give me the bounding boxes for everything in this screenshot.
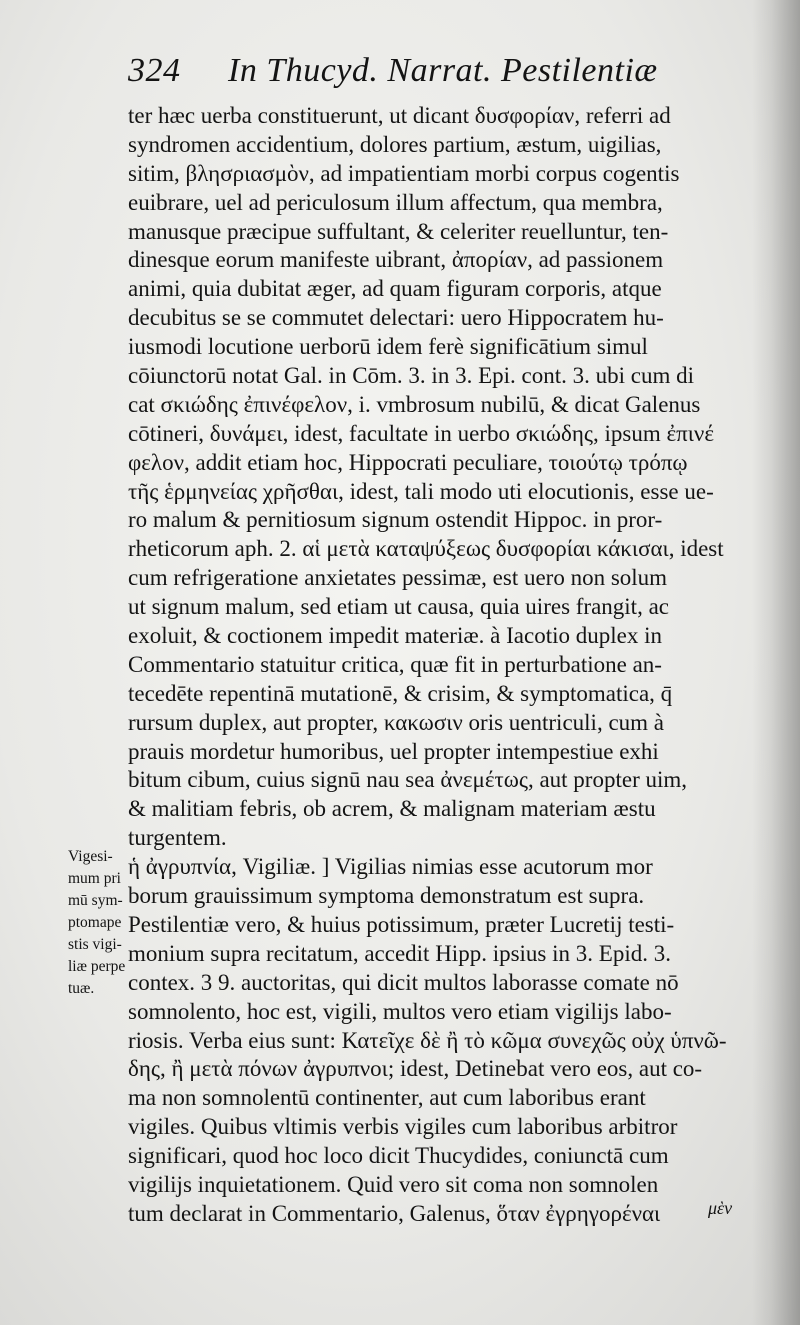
text-line: rursum duplex, aut propter, κακωσιν oris uentriculi, cum à: [128, 709, 664, 735]
text-line: cat σκιώδης ἐπινέφελον, i. vmbrosum nubilū, & dicat Galenus: [128, 391, 701, 417]
text-line: syndromen accidentium, dolores partium, æstum, uigilias,: [128, 131, 662, 157]
text-line: ter hæc uerba constituerunt, ut dicant δυσφορίαν, referri ad: [128, 103, 671, 128]
text-line: riosis. Verba eius sunt: Κατεῖχε δὲ ἢ τὸ κῶμα συνεχῶς οὐχ ὑπνῶ-: [128, 1027, 727, 1053]
margin-note-line: stis vigi-: [68, 936, 122, 953]
text-line: tecedēte repentinā mutationē, & crisim, & symptomatica, q̄: [128, 680, 673, 706]
text-line: tum declarat in Commentario, Galenus, ὅταν ἐγρηγορέναι: [128, 1200, 661, 1226]
catchword: μὲν: [708, 1198, 733, 1218]
text-line: iusmodi locutione uerborū idem ferè significātium simul: [128, 334, 648, 360]
text-line: monium supra recitatum, accedit Hipp. ipsius in 3. Epid. 3.: [128, 940, 671, 966]
text-line: Pestilentiæ vero, & huius potissimum, præter Lucretij testi-: [128, 911, 675, 937]
text-line: cōtineri, δυνάμει, idest, facultate in uerbo σκιώδης, ipsum ἐπινέ: [128, 420, 714, 446]
text-line: δης, ἢ μετὰ πόνων ἀγρυπνοι; idest, Detinebat vero eos, aut co-: [128, 1056, 703, 1082]
text-line: turgentem.: [128, 825, 227, 851]
margin-note-line: mum pri: [68, 870, 121, 887]
text-line: vigilijs inquietationem. Quid vero sit coma non somnolen: [128, 1171, 659, 1197]
text-line: ut signum malum, sed etiam ut causa, quia uires frangit, ac: [128, 594, 669, 620]
margin-note-line: tuæ.: [68, 980, 95, 997]
text-line: dinesque eorum manifeste uibrant, ἀπορίαν, ad passionem: [128, 247, 664, 273]
margin-note-line: liæ perpe: [68, 958, 126, 975]
page-number: 324: [128, 52, 181, 89]
text-line: vigiles. Quibus vltimis verbis vigiles cum laboribus arbitror: [128, 1114, 678, 1140]
text-line: euibrare, uel ad periculosum illum affectum, qua membra,: [128, 189, 663, 215]
text-line: φελον, addit etiam hoc, Hippocrati peculiare, τοιούτῳ τρόπῳ: [128, 449, 688, 475]
text-line: cum refrigeratione anxietates pessimæ, est uero non solum: [128, 565, 668, 591]
text-line: ro malum & pernitiosum signum ostendit Hippoc. in pror-: [128, 507, 663, 533]
text-line: ἡ ἀγρυπνία, Vigiliæ. ] Vigilias nimias esse acutorum mor: [128, 854, 653, 880]
text-line: prauis mordetur humoribus, uel propter intempestiue exhi: [128, 738, 659, 764]
margin-note-line: mū sym-: [68, 892, 123, 909]
margin-note: [68, 846, 132, 1000]
page-header: [128, 52, 768, 102]
body-text: [128, 102, 768, 1229]
text-line: decubitus se se commutet delectari: uero Hippocratem hu-: [128, 305, 664, 331]
margin-note-line: Vigesi-: [68, 848, 113, 865]
text-line: ma non somnolentū continenter, aut cum laboribus erant: [128, 1085, 646, 1111]
text-line: significari, quod hoc loco dicit Thucydides, coniunctā cum: [128, 1143, 669, 1169]
text-line: sitim, βλησριασμὸν, ad impatientiam morbi corpus cogentis: [128, 160, 680, 186]
text-line: contex. 3 9. auctoritas, qui dicit multos laborasse comate nō: [128, 969, 679, 995]
text-line: & malitiam febris, ob acrem, & malignam materiam æstu: [128, 796, 656, 822]
text-line: Commentario statuitur critica, quæ fit in perturbatione an-: [128, 651, 662, 677]
text-line: cōiunctorū notat Gal. in Cōm. 3. in 3. Epi. cont. 3. ubi cum di: [128, 363, 694, 389]
text-line: manusque præcipue suffultant, & celeriter reuelluntur, ten-: [128, 218, 669, 244]
text-line: somnolento, hoc est, vigili, multos vero etiam vigilijs labo-: [128, 998, 672, 1024]
margin-note-line: ptomape: [68, 914, 122, 931]
text-line: borum grauissimum symptoma demonstratum est supra.: [128, 883, 645, 909]
text-line: τῆς ἑρμηνείας χρῆσθαι, idest, tali modo uti elocutionis, esse ue-: [128, 478, 714, 504]
running-title: In Thucyd. Narrat. Pestilentiæ: [228, 52, 658, 89]
text-line: exoluit, & coctionem impedit materiæ. à Iacotio duplex in: [128, 623, 662, 649]
text-line: bitum cibum, cuius signū nau sea ἀνεμέτως, aut propter uim,: [128, 767, 688, 793]
text-line: rheticorum aph. 2. αἱ μετὰ καταψύξεως δυσφορίαι κάκισαι, idest: [128, 536, 724, 562]
text-line: animi, quia dubitat æger, ad quam figuram corporis, atque: [128, 276, 662, 302]
